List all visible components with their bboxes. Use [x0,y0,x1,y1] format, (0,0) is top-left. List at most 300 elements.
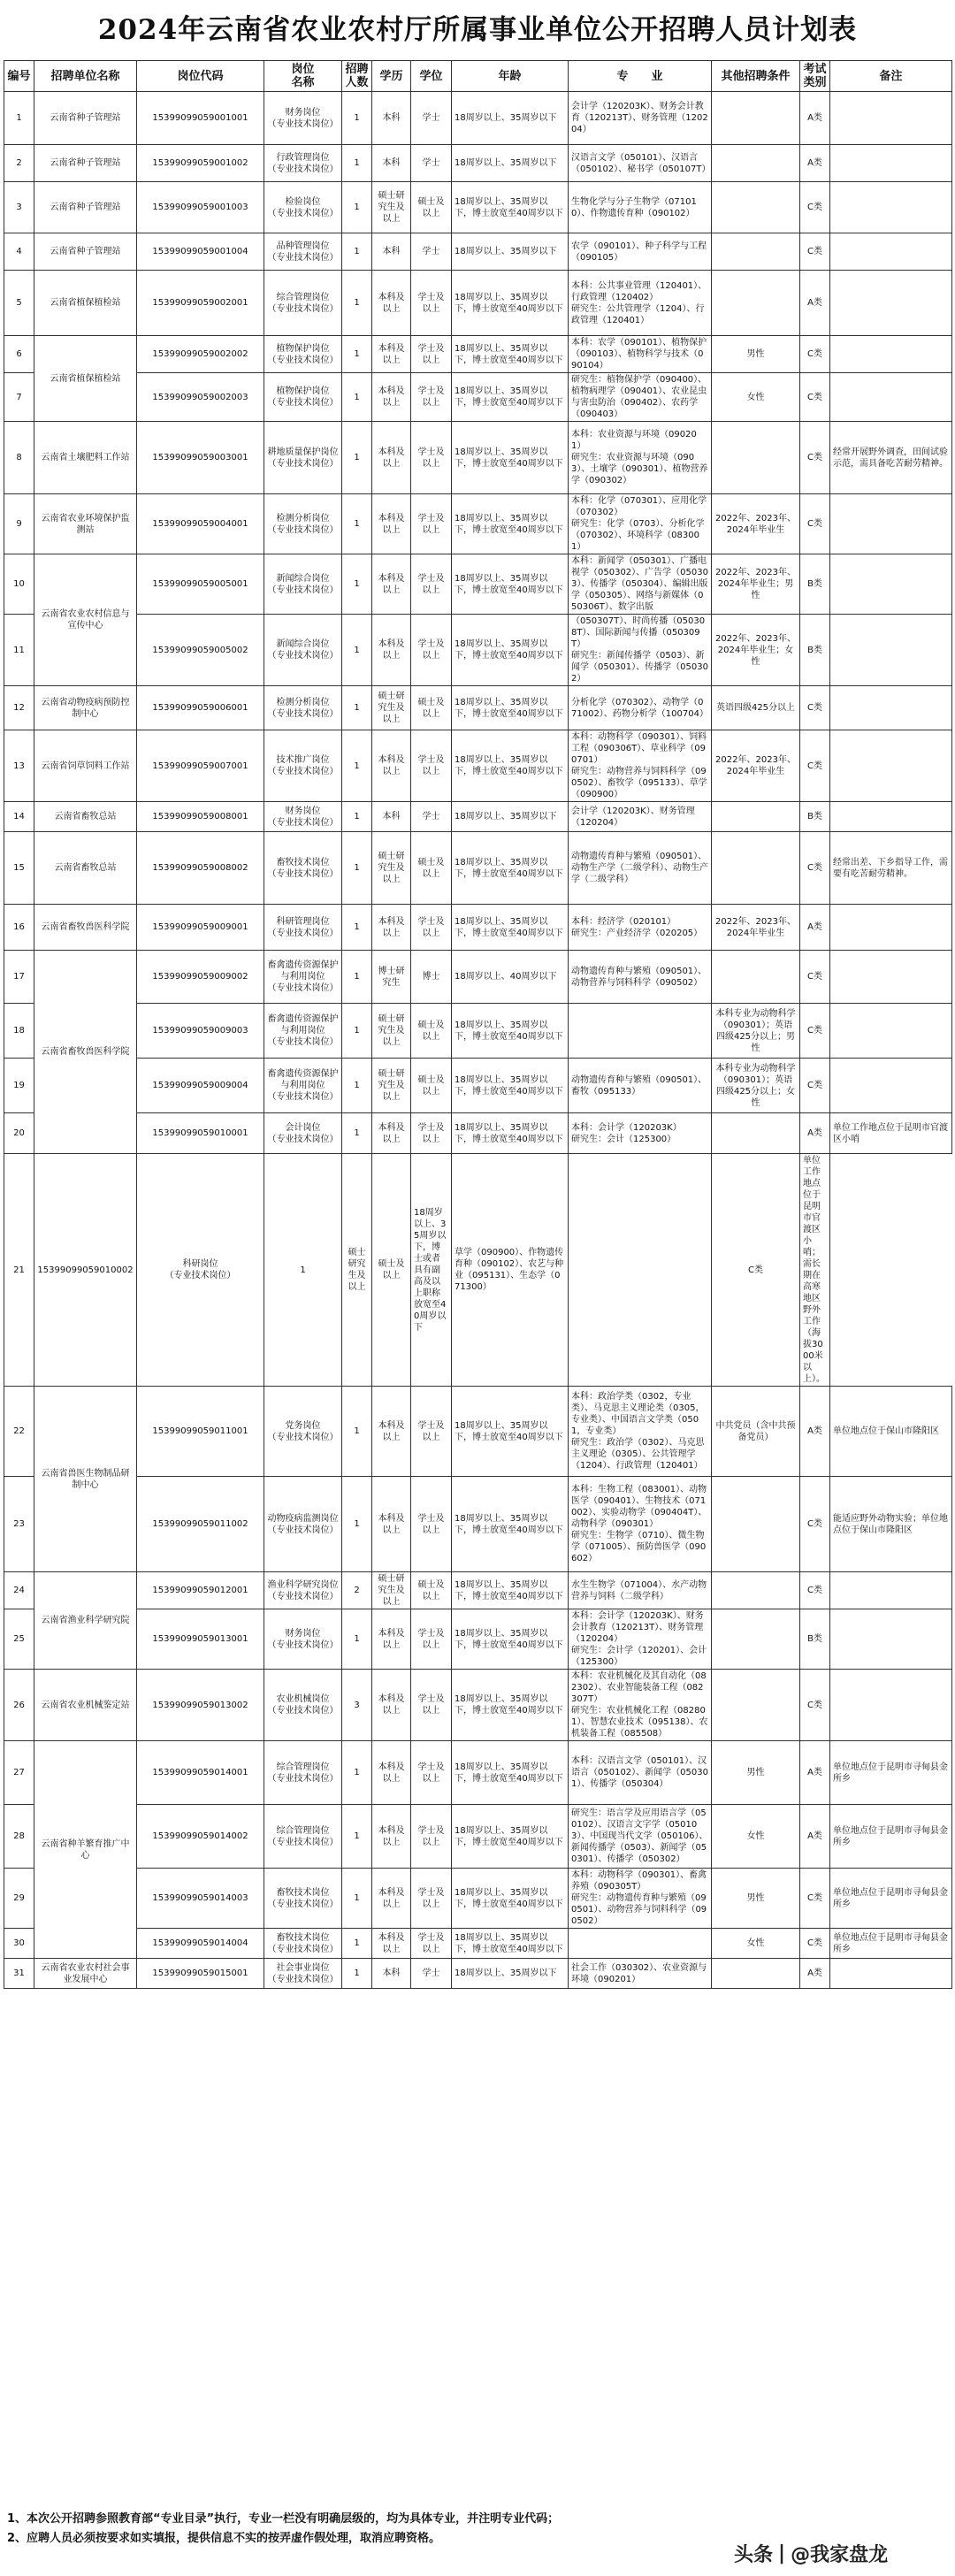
watermark-separator: | [778,2542,786,2565]
age-requirement: 18周岁以上、35周岁以下 [452,92,569,145]
post-name: 科研管理岗位 （专业技术岗位） [264,905,342,951]
row-number: 4 [4,233,34,271]
row-number: 27 [4,1741,34,1805]
post-name: 科研岗位 （专业技术岗位） [137,1154,264,1387]
degree: 学士 [411,145,452,182]
unit-name: 云南省畜牧总站 [34,802,137,832]
major-requirement: 本科：农业资源与环境（090201） 研究生：农业资源与环境（0903）、土壤学（090301）、植物营养学（090302） [569,422,712,494]
column-header: 招聘 人数 [342,61,372,92]
post-name: 会计岗位 （专业技术岗位） [264,1113,342,1154]
education: 硕士研究生及以上 [372,1059,411,1113]
degree: 硕士及以上 [411,1059,452,1113]
post-name: 财务岗位 （专业技术岗位） [264,1609,342,1670]
hire-count: 1 [342,1113,372,1154]
age-requirement: 18周岁以上、35周岁以下，博士放宽至40周岁以下 [452,1387,569,1477]
table-row [4,336,952,373]
table-row [4,1477,952,1572]
remark [830,730,952,802]
page-title: 2024年云南省农业农村厅所属事业单位公开招聘人员计划表 [97,14,858,46]
row-number: 24 [4,1572,34,1609]
education: 本科 [372,233,411,271]
age-requirement: 18周岁以上、35周岁以下，博士放宽至40周岁以下 [452,615,569,686]
remark [830,686,952,730]
table-row [4,832,952,905]
degree: 学士及以上 [411,1929,452,1959]
other-conditions [712,1477,800,1572]
education: 硕士研究生及以上 [372,686,411,730]
row-number: 21 [4,1154,34,1387]
age-requirement: 18周岁以上、35周岁以下，博士放宽至40周岁以下 [452,1929,569,1959]
age-requirement: 18周岁以上、35周岁以下 [452,233,569,271]
remark: 单位工作地点位于昆明市官渡区小哨 [830,1113,952,1154]
major-requirement: 动物遗传育种与繁殖（090501）、动物营养与饲料科学（090502） [569,951,712,1004]
degree: 硕士及以上 [411,1004,452,1059]
remark: 经常出差、下乡指导工作，需要有吃苦耐劳精神。 [830,832,952,905]
education: 本科及以上 [372,1869,411,1929]
row-number: 13 [4,730,34,802]
exam-category: C类 [800,832,830,905]
education: 本科及以上 [372,730,411,802]
post-code: 15399099059009004 [137,1059,264,1113]
table-row [4,1741,952,1805]
hire-count: 1 [342,373,372,422]
unit-name: 云南省农业农村信息与宣传中心 [34,554,137,686]
table-row [4,951,952,1004]
degree: 学士 [411,92,452,145]
remark: 单位地点位于昆明市寻甸县金所乡 [830,1869,952,1929]
post-code: 15399099059002002 [137,336,264,373]
age-requirement: 18周岁以上、35周岁以下，博士放宽至40周岁以下 [452,1805,569,1869]
age-requirement: 18周岁以上、35周岁以下，博士放宽至40周岁以下 [452,1609,569,1670]
degree: 硕士及以上 [411,686,452,730]
row-number: 23 [4,1477,34,1572]
post-name: 品种管理岗位 （专业技术岗位） [264,233,342,271]
remark: 单位地点位于昆明市寻甸县金所乡 [830,1805,952,1869]
other-conditions: 2022年、2023年、2024年毕业生 [712,730,800,802]
age-requirement: 18周岁以上、35周岁以下，博士放宽至40周岁以下 [452,554,569,615]
major-requirement: 汉语言文学（050101）、汉语言（050102）、秘书学（050107T） [569,145,712,182]
education: 本科及以上 [372,1929,411,1959]
table-row [4,1869,952,1929]
major-requirement: 社会工作（030302）、农业资源与环境（090201） [569,1959,712,1989]
education: 硕士研究生及以上 [342,1154,372,1387]
other-conditions [712,1959,800,1989]
table-row [4,1059,952,1113]
table-row [4,1929,952,1959]
post-name: 植物保护岗位 （专业技术岗位） [264,373,342,422]
degree: 学士及以上 [411,336,452,373]
footnote-2: 2、应聘人员必须按要求如实填报，提供信息不实的按弄虚作假处理，取消应聘资格。 [7,2532,441,2545]
age-requirement: 18周岁以上、35周岁以下，博士放宽至40周岁以下 [452,336,569,373]
major-requirement: 本科：政治学类（0302，专业类）、马克思主义理论类（0305，专业类）、中国语言文学类（0501，专业类） 研究生：政治学（0302）、马克思主义理论（0305）、公共管理学（1204）、行政管理（120401） [569,1387,712,1477]
post-code: 15399099059001004 [137,233,264,271]
row-number: 10 [4,554,34,615]
major-requirement: 农学（090101）、种子科学与工程（090105） [569,233,712,271]
exam-category: C类 [800,1004,830,1059]
hire-count: 1 [342,422,372,494]
row-number: 29 [4,1869,34,1929]
age-requirement: 18周岁以上、35周岁以下，博士放宽至40周岁以下 [452,905,569,951]
other-conditions: 男性 [712,336,800,373]
post-code: 15399099059014001 [137,1741,264,1805]
row-number: 3 [4,182,34,233]
table-row [4,1572,952,1609]
table-row [4,1670,952,1741]
major-requirement: 本科：经济学（020101） 研究生：产业经济学（020205） [569,905,712,951]
row-number: 15 [4,832,34,905]
education: 本科及以上 [372,1741,411,1805]
watermark-brand: 头条 [734,2543,774,2566]
post-code: 15399099059005002 [137,615,264,686]
education: 本科 [372,802,411,832]
exam-category: A类 [800,92,830,145]
age-requirement: 18周岁以上、40周岁以下 [452,951,569,1004]
row-number: 7 [4,373,34,422]
remark [830,145,952,182]
unit-name: 云南省种子管理站 [34,182,137,233]
table-row [4,1113,952,1154]
remark [830,373,952,422]
post-code: 15399099059011002 [137,1477,264,1572]
major-requirement: 本科：动物科学（090301）、畜禽养殖（090305T） 研究生：动物遗传育种与繁殖（090501）、动物营养与饲料科学（090502） [569,1869,712,1929]
table-row [4,905,952,951]
row-number: 22 [4,1387,34,1477]
hire-count: 1 [342,271,372,336]
degree: 学士及以上 [411,615,452,686]
hire-count: 1 [342,1805,372,1869]
row-number: 8 [4,422,34,494]
major-requirement: 研究生：语言学及应用语言学（050102）、汉语言文字学（050103）、中国现当代文学（050106）、新闻传播学（0503）、新闻学（050301）、传播学（050302） [569,1805,712,1869]
other-conditions [712,1670,800,1741]
post-code: 15399099059011001 [137,1387,264,1477]
column-header: 学历 [372,61,411,92]
post-name: 综合管理岗位 （专业技术岗位） [264,271,342,336]
post-code: 15399099059010001 [137,1113,264,1154]
exam-category: C类 [800,336,830,373]
education: 本科及以上 [372,615,411,686]
major-requirement: 本科：化学（070301）、应用化学（070302） 研究生：化学（0703）、分析化学（070302）、环境科学（083001） [569,494,712,554]
remark [830,615,952,686]
exam-category: C类 [800,1059,830,1113]
degree: 学士及以上 [411,1477,452,1572]
degree: 学士及以上 [411,1113,452,1154]
post-code: 15399099059001002 [137,145,264,182]
degree: 学士及以上 [411,554,452,615]
major-requirement: 草学（090900）、作物遗传育种（090102）、农艺与种业（095131）、生态学（071300） [452,1154,569,1387]
unit-name: 云南省种子管理站 [34,92,137,145]
row-number: 17 [4,951,34,1004]
education: 博士研究生 [372,951,411,1004]
education: 本科及以上 [372,271,411,336]
remark [830,802,952,832]
post-code: 15399099059014003 [137,1869,264,1929]
footnotes [7,2510,732,2549]
hire-count: 1 [264,1154,342,1387]
column-header: 岗位代码 [137,61,264,92]
unit-name: 云南省兽医生物制品研制中心 [34,1387,137,1572]
unit-name: 云南省土壤肥料工作站 [34,422,137,494]
age-requirement: 18周岁以上、35周岁以下 [452,1959,569,1989]
major-requirement [569,1004,712,1059]
post-code: 15399099059007001 [137,730,264,802]
post-code: 15399099059013002 [137,1670,264,1741]
post-code: 15399099059004001 [137,494,264,554]
hire-count: 1 [342,494,372,554]
post-name: 畜禽遗传资源保护与利用岗位 （专业技术岗位） [264,1059,342,1113]
post-name: 动物疫病监测岗位 （专业技术岗位） [264,1477,342,1572]
hire-count: 1 [342,1059,372,1113]
age-requirement: 18周岁以上、35周岁以下，博士放宽至40周岁以下 [452,1477,569,1572]
unit-name: 云南省植保植检站 [34,336,137,422]
table-row [4,92,952,145]
other-conditions [712,951,800,1004]
post-name: 新闻综合岗位 （专业技术岗位） [264,615,342,686]
post-name: 财务岗位 （专业技术岗位） [264,92,342,145]
education: 硕士研究生及以上 [372,1004,411,1059]
degree: 学士及以上 [411,494,452,554]
major-requirement: 分析化学（070302）、动物学（071002）、药物分析学（100704） [569,686,712,730]
hire-count: 2 [342,1572,372,1609]
post-code: 15399099059001001 [137,92,264,145]
age-requirement: 18周岁以上、35周岁以下，博士放宽至40周岁以下 [452,271,569,336]
table-row [4,422,952,494]
exam-category: C类 [800,1929,830,1959]
other-conditions [712,802,800,832]
remark [830,182,952,233]
row-number: 16 [4,905,34,951]
table-row [4,1387,952,1477]
post-code: 15399099059009001 [137,905,264,951]
table-row [4,554,952,615]
table-row [4,1609,952,1670]
hire-count: 1 [342,1609,372,1670]
other-conditions [712,832,800,905]
post-code: 15399099059014002 [137,1805,264,1869]
post-code: 15399099059009002 [137,951,264,1004]
major-requirement: 本科：汉语言文学（050101）、汉语言（050102）、新闻学（050301）、传播学（050304） [569,1741,712,1805]
post-name: 植物保护岗位 （专业技术岗位） [264,336,342,373]
table-row [4,182,952,233]
table-row [4,615,952,686]
recruitment-table [4,60,952,1989]
unit-name: 云南省农业农村社会事业发展中心 [34,1959,137,1989]
post-code: 15399099059003001 [137,422,264,494]
degree: 学士及以上 [411,373,452,422]
table-row [4,233,952,271]
degree: 学士 [411,1959,452,1989]
exam-category: A类 [800,1113,830,1154]
exam-category: C类 [800,686,830,730]
row-number: 19 [4,1059,34,1113]
other-conditions: 男性 [712,1869,800,1929]
post-name: 畜牧技术岗位 （专业技术岗位） [264,1929,342,1959]
exam-category: B类 [800,615,830,686]
post-code: 15399099059015001 [137,1959,264,1989]
post-name: 社会事业岗位 （专业技术岗位） [264,1959,342,1989]
hire-count: 1 [342,1929,372,1959]
post-code: 15399099059002003 [137,373,264,422]
education: 本科及以上 [372,494,411,554]
major-requirement: 会计学（120203K）、财务会计教育（120213T）、财务管理（120204） [569,92,712,145]
remark [830,905,952,951]
other-conditions [712,92,800,145]
education: 本科及以上 [372,1609,411,1670]
exam-category: C类 [800,1477,830,1572]
unit-name: 云南省动物疫病预防控制中心 [34,686,137,730]
hire-count: 1 [342,730,372,802]
education: 硕士研究生及以上 [372,1572,411,1609]
degree: 学士及以上 [411,905,452,951]
exam-category: B类 [800,802,830,832]
education: 本科及以上 [372,422,411,494]
major-requirement: 动物遗传育种与繁殖（090501）、畜牧（095133） [569,1059,712,1113]
education: 本科及以上 [372,1113,411,1154]
hire-count: 1 [342,832,372,905]
age-requirement: 18周岁以上、35周岁以下，博士放宽至40周岁以下 [452,730,569,802]
exam-category: C类 [800,951,830,1004]
remark [830,1572,952,1609]
hire-count: 1 [342,233,372,271]
column-header: 专 业 [569,61,712,92]
exam-category: A类 [800,905,830,951]
post-code: 15399099059013001 [137,1609,264,1670]
table-body [4,92,952,1989]
post-name: 畜禽遗传资源保护与利用岗位 （专业技术岗位） [264,1004,342,1059]
hire-count: 1 [342,905,372,951]
other-conditions [569,1154,712,1387]
degree: 学士及以上 [411,1805,452,1869]
degree: 硕士及以上 [411,832,452,905]
age-requirement: 18周岁以上、35周岁以下，博士放宽至40周岁以下 [452,1572,569,1609]
table-row [4,1959,952,1989]
exam-category: C类 [800,1869,830,1929]
exam-category: C类 [800,422,830,494]
unit-name: 云南省畜牧兽医科学院 [34,951,137,1154]
other-conditions: 女性 [712,373,800,422]
post-name: 畜禽遗传资源保护与利用岗位 （专业技术岗位） [264,951,342,1004]
row-number: 25 [4,1609,34,1670]
unit-name: 云南省渔业科学研究院 [34,1572,137,1670]
remark: 单位工作地点位于昆明市官渡区小哨；需长期在高寒地区野外工作（海拔3000米以上）。 [800,1154,830,1387]
hire-count: 1 [342,615,372,686]
education: 本科及以上 [372,1670,411,1741]
age-requirement: 18周岁以上、35周岁以下，博士放宽至40周岁以下 [452,373,569,422]
other-conditions: 女性 [712,1805,800,1869]
education: 本科 [372,145,411,182]
exam-category: C类 [800,1572,830,1609]
exam-category: C类 [800,494,830,554]
other-conditions: 男性 [712,1741,800,1805]
row-number: 20 [4,1113,34,1154]
unit-name: 云南省饲草饲料工作站 [34,730,137,802]
hire-count: 1 [342,336,372,373]
column-header: 学位 [411,61,452,92]
remark [830,951,952,1004]
education: 本科及以上 [372,1805,411,1869]
hire-count: 1 [342,145,372,182]
post-code: 15399099059012001 [137,1572,264,1609]
remark: 单位地点位于昆明市寻甸县金所乡 [830,1929,952,1959]
hire-count: 1 [342,951,372,1004]
degree: 学士及以上 [411,1387,452,1477]
table-row [4,686,952,730]
remark: 经常开展野外调查，田间试验示范，需具备吃苦耐劳精神。 [830,422,952,494]
post-name: 农业机械岗位 （专业技术岗位） [264,1670,342,1741]
row-number: 26 [4,1670,34,1741]
major-requirement: 本科：农业机械化及其自动化（082302）、农业智能装备工程（082307T） 研究生：农业机械化工程（082801）、智慧农业技术（095138）、农机装备工程（085508） [569,1670,712,1741]
major-requirement: （050307T）、时尚传播（050308T）、国际新闻与传播（050309T） 研究生：新闻传播学（0503）、新闻学（050301）、传播学（050302） [569,615,712,686]
remark [830,92,952,145]
hire-count: 1 [342,1741,372,1805]
major-requirement: 生物化学与分子生物学（071010）、作物遗传育种（090102） [569,182,712,233]
other-conditions: 女性 [712,1929,800,1959]
row-number: 1 [4,92,34,145]
education: 本科及以上 [372,1387,411,1477]
post-name: 综合管理岗位 （专业技术岗位） [264,1805,342,1869]
education: 本科及以上 [372,554,411,615]
post-code: 15399099059008002 [137,832,264,905]
major-requirement: 本科：会计学（120203K） 研究生：会计（125300） [569,1113,712,1154]
unit-name: 云南省农业环境保护监测站 [34,494,137,554]
degree: 学士 [411,802,452,832]
other-conditions: 2022年、2023年、2024年毕业生 [712,905,800,951]
degree: 学士及以上 [411,1670,452,1741]
exam-category: A类 [800,1805,830,1869]
degree: 博士 [411,951,452,1004]
degree: 学士及以上 [411,422,452,494]
hire-count: 1 [342,686,372,730]
watermark [734,2540,888,2566]
table-row [4,494,952,554]
post-code: 15399099059014004 [137,1929,264,1959]
major-requirement: 本科：会计学（120203K）、财务会计教育（120213T）、财务管理（120204） 研究生：会计学（120201）、会计（125300） [569,1609,712,1670]
post-code: 15399099059009003 [137,1004,264,1059]
remark [830,271,952,336]
education: 本科 [372,92,411,145]
education: 本科及以上 [372,905,411,951]
degree: 学士及以上 [411,730,452,802]
degree: 学士及以上 [411,1741,452,1805]
post-code: 15399099059006001 [137,686,264,730]
age-requirement: 18周岁以上、35周岁以下，博士放宽至40周岁以下 [452,832,569,905]
education: 本科及以上 [372,336,411,373]
table-row [4,802,952,832]
post-code: 15399099059001003 [137,182,264,233]
other-conditions [712,1572,800,1609]
degree: 学士 [411,233,452,271]
post-code: 15399099059010002 [34,1154,137,1387]
unit-name: 云南省农业机械鉴定站 [34,1670,137,1741]
column-header: 备注 [830,61,952,92]
table-row [4,1004,952,1059]
age-requirement: 18周岁以上、35周岁以下，博士放宽至40周岁以下 [452,1004,569,1059]
column-header: 其他招聘条件 [712,61,800,92]
major-requirement [569,1929,712,1959]
age-requirement: 18周岁以上、35周岁以下，博士或者具有副高及以上职称放宽至40周岁以下 [411,1154,452,1387]
remark: 单位地点位于保山市隆阳区 [830,1387,952,1477]
remark [830,1059,952,1113]
post-name: 行政管理岗位 （专业技术岗位） [264,145,342,182]
degree: 学士及以上 [411,1869,452,1929]
unit-name: 云南省植保植检站 [34,271,137,336]
unit-name: 云南省种子管理站 [34,145,137,182]
exam-category: A类 [800,271,830,336]
table-row [4,1805,952,1869]
exam-category: C类 [800,182,830,233]
hire-count: 1 [342,1869,372,1929]
unit-name: 云南省畜牧总站 [34,832,137,905]
watermark-account: @我家盘龙 [791,2543,889,2566]
